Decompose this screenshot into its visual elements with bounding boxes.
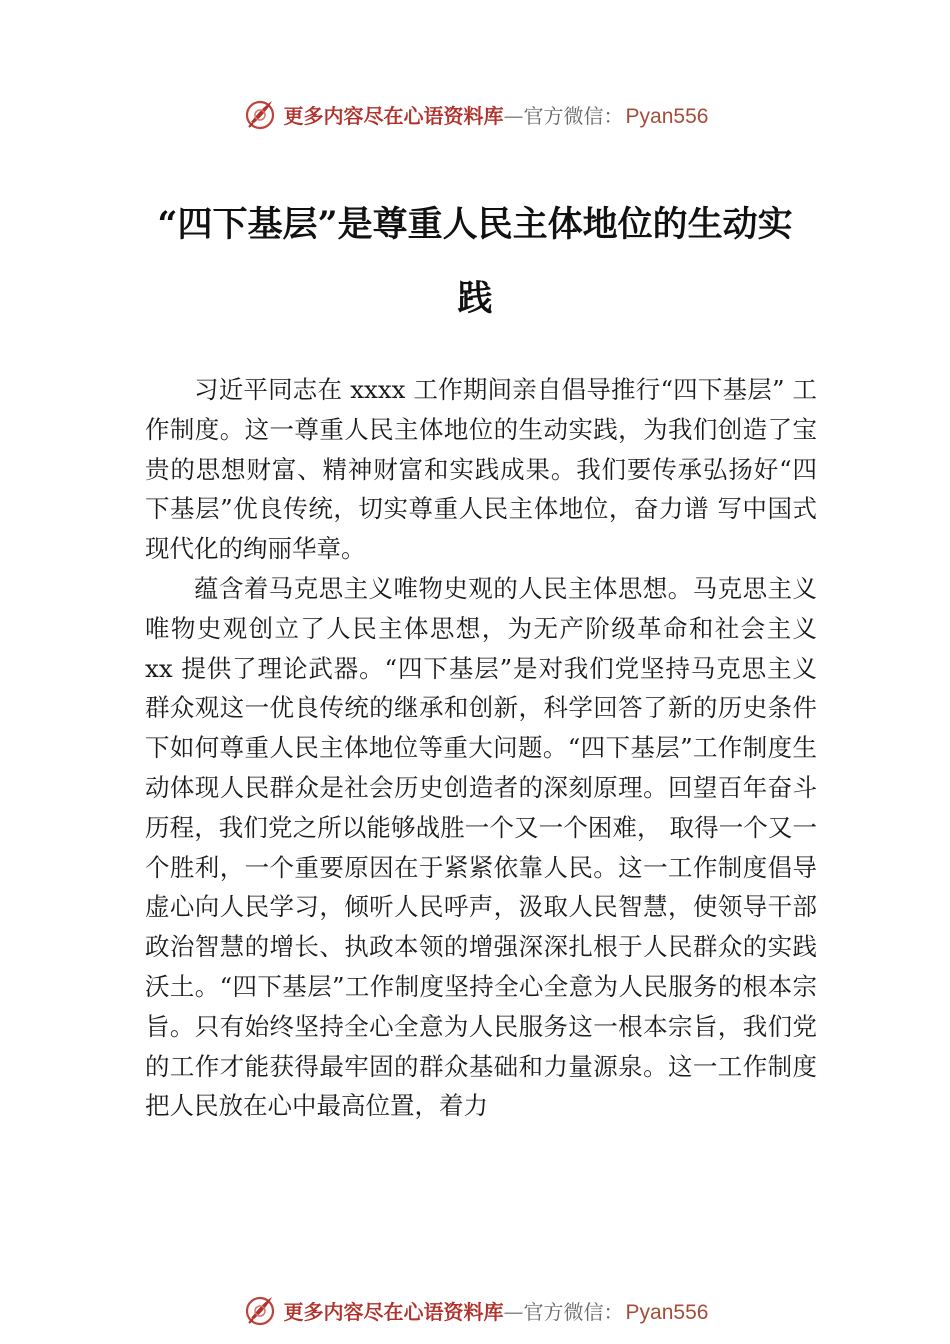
banner-text — [284, 100, 709, 129]
banner-wechat-label: 官方微信： — [523, 103, 624, 128]
banner-wechat-label: 官方微信： — [523, 1299, 624, 1324]
paragraph-2: 蕴含着马克思主义唯物史观的人民主体思想。马克思主义唯物史观创立了人民主体思想，为无产阶级革命和社会主义 xx 提供了理论武器。“四下基层”是对我们党坚持马克思主义群众观这一优良传统的继承和创新，科学回答了新的历史条件下如何尊重人民主体地位等重大问题。“四下基层”工作制度生动体现人民群众是社会历史创造者的深刻原理。回望百年奋斗历程，我们党之所以能够战胜一个又一个困难， 取得一个又一个胜利，一个重要原因在于紧紧依靠人民。这一工作制度倡导虚心向人民学习，倾听人民呼声，汲取人民智慧，使领导干部政治智慧的增长、执政本领的增强深深扎根于人民群众的实践沃土。“四下基层”工作制度坚持全心全意为人民服务的根本宗旨。只有始终坚持全心全意为人民服务这一根本宗旨，我们党的工作才能获得最牢固的群众基础和力量源泉。这一工作制度把人民放在心中最高位置，着力 — [145, 573, 817, 1121]
document-title: “四下基层”是尊重人民主体地位的生动实践 — [157, 204, 793, 319]
banner-separator: — — [503, 1299, 524, 1324]
banner-wechat-id: Pyan556 — [625, 1300, 709, 1324]
quill-seal-icon — [242, 96, 278, 132]
banner-brand: 更多内容尽在心语资料库 — [283, 103, 504, 128]
quill-seal-icon — [242, 1292, 278, 1328]
document-body — [145, 370, 817, 1126]
banner-brand: 更多内容尽在心语资料库 — [283, 1299, 504, 1324]
paragraph-1: 习近平同志在 xxxx 工作期间亲自倡导推行“四下基层” 工作制度。这一尊重人民主体地位的生动实践，为我们创造了宝贵的思想财富、精神财富和实践成果。我们要传承弘扬好“四下基层”优良传统，切实尊重人民主体地位，奋力谱 写中国式现代化的绚丽华章。 — [145, 375, 817, 564]
footer-banner — [0, 1290, 950, 1330]
banner-text — [284, 1296, 709, 1325]
banner-separator: — — [503, 103, 524, 128]
header-banner — [0, 94, 950, 134]
banner-wechat-id: Pyan556 — [625, 104, 709, 128]
